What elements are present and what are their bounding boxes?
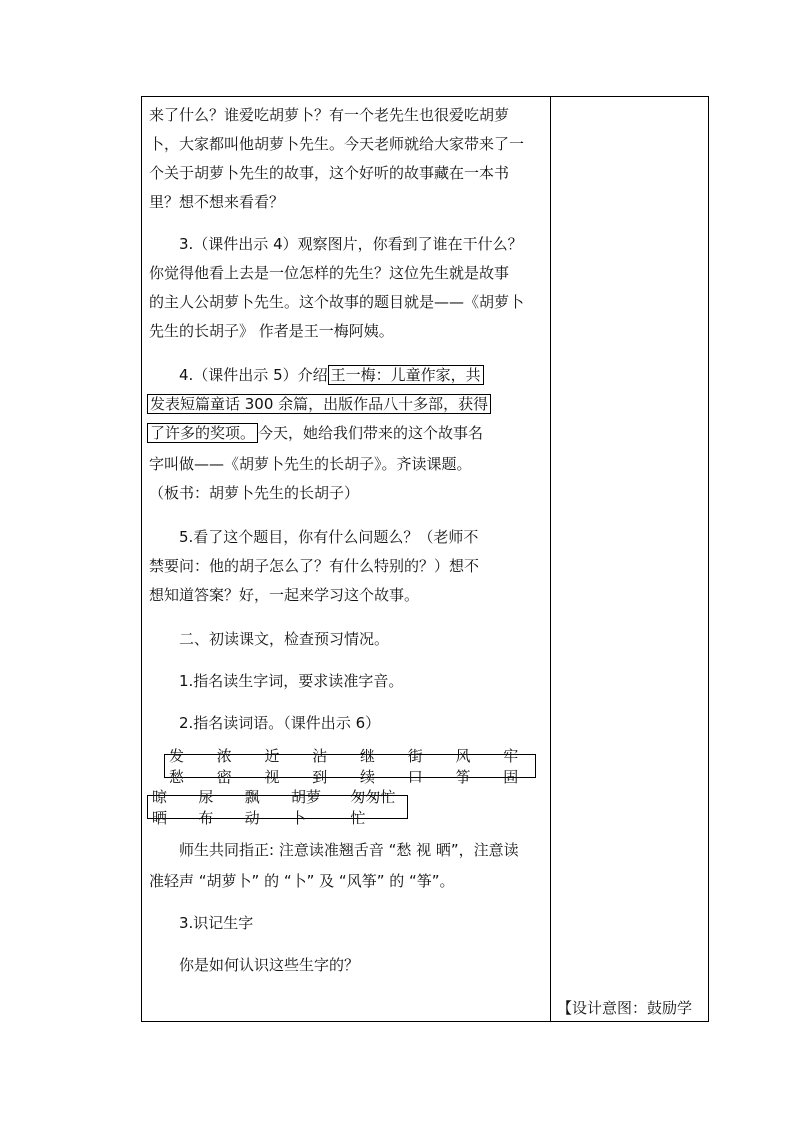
para2-line2: 你觉得他看上去是一位怎样的先生？这位先生就是故事 [149, 264, 510, 282]
design-intent-note: 【设计意图：鼓励学 [557, 999, 693, 1017]
word-item: 继续 [360, 747, 376, 786]
word-item: 尿布 [198, 788, 214, 827]
lesson-table [141, 96, 709, 1022]
author-intro-box-2: 发表短篇童话 300 余篇，出版作品八十多部，获得 [147, 394, 491, 414]
word-item: 晾晒 [152, 788, 168, 827]
para3-suffix: 今天，她给我们带来的这个故事名 [258, 424, 484, 442]
section-heading-2: 二、初读课文，检查预习情况。 [179, 630, 390, 648]
para2-line1: 3.（课件出示 4）观察图片，你看到了谁在干什么？ [179, 235, 523, 253]
step-2: 2.指名读词语。（课件出示 6） [179, 714, 381, 732]
word-item: 胡萝卜 [290, 788, 321, 827]
para1-line4: 里？想不想来看看？ [149, 193, 285, 211]
question-line: 你是如何认识这些生字的？ [179, 956, 360, 974]
word-item: 沾到 [312, 747, 328, 786]
para1-line3: 个关于胡萝卜先生的故事，这个好听的故事藏在一本书 [149, 164, 510, 182]
para2-line4: 先生的长胡子》 作者是王一梅阿姨。 [149, 322, 394, 340]
word-box-row1 [164, 747, 536, 786]
para4-line1: 5.看了这个题目，你有什么问题么？（老师不 [179, 528, 479, 546]
word-item: 牢固 [503, 747, 519, 786]
author-intro-box-3: 了许多的奖项。 [147, 423, 258, 443]
para3-line4: 字叫做——《胡萝卜先生的长胡子》。齐读课题。 [149, 455, 472, 473]
word-item: 风筝 [455, 747, 471, 786]
column-divider [550, 97, 551, 1021]
correction-line2: 准轻声 “胡萝卜” 的 “卜” 及 “风筝” 的 “筝”。 [149, 872, 455, 890]
para3-line5: （板书：胡萝卜先生的长胡子） [149, 484, 360, 502]
para3-line3 [147, 423, 483, 443]
para3-prefix: 4.（课件出示 5）介绍 [179, 366, 328, 384]
para3-line2 [147, 394, 491, 414]
step-1: 1.指名读生字词，要求读准字音。 [179, 672, 404, 690]
word-item: 街口 [407, 747, 423, 786]
para2-line3: 的主人公胡萝卜先生。这个故事的题目就是——《胡萝卜 [149, 293, 525, 311]
word-item: 匆匆忙忙 [350, 788, 396, 827]
para1-line2: 卜，大家都叫他胡萝卜先生。今天老师就给大家带来了一 [149, 135, 525, 153]
para4-line3: 想知道答案？好，一起来学习这个故事。 [149, 586, 420, 604]
word-box-row2 [147, 788, 408, 827]
word-item: 飘动 [244, 788, 260, 827]
step-3: 3.识记生字 [179, 914, 254, 932]
word-item: 近视 [264, 747, 280, 786]
para1-line1: 来了什么？谁爱吃胡萝卜？有一个老先生也很爱吃胡萝 [149, 106, 510, 124]
para3-line1 [179, 365, 484, 385]
author-intro-box-1: 王一梅：儿童作家，共 [328, 365, 484, 385]
correction-line1: 师生共同指正: 注意读准翘舌音 “愁 视 晒”，注意读 [179, 841, 519, 859]
word-item: 发愁 [169, 747, 185, 786]
word-item: 浓密 [216, 747, 232, 786]
para4-line2: 禁要问：他的胡子怎么了？有什么特别的？）想不 [149, 557, 480, 575]
